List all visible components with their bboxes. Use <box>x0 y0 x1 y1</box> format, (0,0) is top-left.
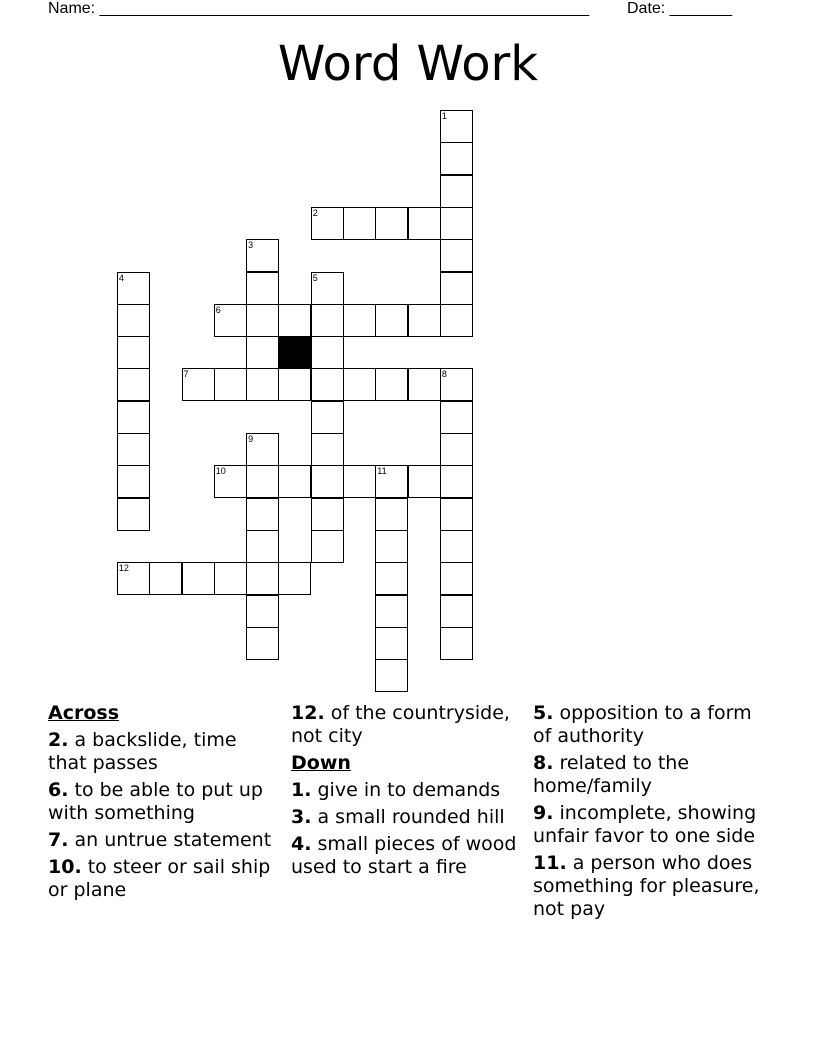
clue-number: 2 <box>312 207 318 218</box>
grid-cell[interactable] <box>214 304 247 337</box>
grid-cell[interactable] <box>440 562 473 595</box>
grid-cell[interactable] <box>375 562 408 595</box>
clue-item <box>48 856 278 902</box>
clue-item <box>291 702 521 748</box>
grid-cell[interactable] <box>117 562 150 595</box>
grid-cell[interactable] <box>440 433 473 466</box>
grid-cell[interactable] <box>182 562 215 595</box>
grid-cell[interactable] <box>246 368 279 401</box>
clue-item-number: 10. <box>48 856 82 878</box>
clue-item-text: a person who does something for pleasure, not pay <box>533 852 760 920</box>
grid-cell[interactable] <box>246 433 279 466</box>
clue-number: 3 <box>248 240 254 251</box>
clue-number: 1 <box>441 111 447 121</box>
clue-item-number: 5. <box>533 702 554 724</box>
across-heading: Across <box>48 702 120 724</box>
grid-cell[interactable] <box>246 627 279 660</box>
grid-cell[interactable] <box>182 368 215 401</box>
grid-cell[interactable] <box>408 368 441 401</box>
clue-number: 12 <box>118 563 129 574</box>
clue-item-number: 9. <box>533 802 554 824</box>
grid-cell[interactable] <box>343 368 376 401</box>
clue-item-text: give in to demands <box>317 779 501 801</box>
grid-cell[interactable] <box>440 110 473 143</box>
clue-item <box>291 833 521 879</box>
clue-item <box>291 779 521 802</box>
clue-item <box>533 852 763 921</box>
grid-cell[interactable] <box>311 530 344 563</box>
clue-item-number: 7. <box>48 829 69 851</box>
clue-item-text: opposition to a form of authority <box>533 702 752 747</box>
clue-item <box>48 779 278 825</box>
grid-cell[interactable] <box>343 304 376 337</box>
clue-number: 7 <box>183 369 189 380</box>
grid-cell[interactable] <box>440 272 473 305</box>
clue-item <box>48 729 278 775</box>
grid-cell[interactable] <box>375 465 408 498</box>
grid-cell[interactable] <box>375 659 408 692</box>
clue-item-number: 4. <box>291 833 312 855</box>
clue-number: 8 <box>441 369 447 380</box>
clue-column-3 <box>533 702 763 925</box>
clue-item <box>291 806 521 829</box>
name-field[interactable]: Name: _______________________________________________________ <box>48 0 589 17</box>
black-cell <box>278 336 311 369</box>
grid-cell[interactable] <box>440 239 473 272</box>
grid-cell[interactable] <box>311 433 344 466</box>
grid-cell[interactable] <box>311 304 344 337</box>
grid-cell[interactable] <box>375 530 408 563</box>
grid-cell[interactable] <box>117 401 150 434</box>
grid-cell[interactable] <box>440 175 473 208</box>
grid-cell[interactable] <box>278 562 311 595</box>
clue-number: 10 <box>215 466 226 477</box>
grid-cell[interactable] <box>149 562 182 595</box>
grid-cell[interactable] <box>246 239 279 272</box>
clue-item-text: a small rounded hill <box>317 806 505 828</box>
grid-cell[interactable] <box>246 465 279 498</box>
clue-item-text: of the countryside, not city <box>291 702 510 747</box>
grid-cell[interactable] <box>246 304 279 337</box>
grid-cell[interactable] <box>117 336 150 369</box>
clue-item-number: 1. <box>291 779 312 801</box>
grid-cell[interactable] <box>278 304 311 337</box>
grid-cell[interactable] <box>440 401 473 434</box>
grid-cell[interactable] <box>343 465 376 498</box>
grid-cell[interactable] <box>214 368 247 401</box>
grid-cell[interactable] <box>246 272 279 305</box>
grid-cell[interactable] <box>117 304 150 337</box>
grid-cell[interactable] <box>246 562 279 595</box>
grid-cell[interactable] <box>246 336 279 369</box>
grid-cell[interactable] <box>246 530 279 563</box>
grid-cell[interactable] <box>117 498 150 531</box>
clue-item-text: small pieces of wood used to start a fire <box>291 833 517 878</box>
clue-item-text: a backslide, time that passes <box>48 729 237 774</box>
grid-cell[interactable] <box>375 627 408 660</box>
grid-cell[interactable] <box>246 595 279 628</box>
clue-item <box>533 802 763 848</box>
grid-cell[interactable] <box>311 401 344 434</box>
grid-cell[interactable] <box>375 498 408 531</box>
clue-number: 11 <box>377 466 387 477</box>
grid-cell[interactable] <box>117 368 150 401</box>
clue-number: 9 <box>248 434 254 444</box>
grid-cell[interactable] <box>278 368 311 401</box>
clue-item-text: an untrue statement <box>74 829 272 851</box>
grid-cell[interactable] <box>117 272 150 305</box>
grid-cell[interactable] <box>246 498 279 531</box>
grid-cell[interactable] <box>117 433 150 466</box>
grid-cell[interactable] <box>375 368 408 401</box>
grid-cell[interactable] <box>311 498 344 531</box>
grid-cell[interactable] <box>440 627 473 660</box>
grid-cell[interactable] <box>117 465 150 498</box>
grid-cell[interactable] <box>440 595 473 628</box>
clue-item-text: to be able to put up with something <box>48 779 263 824</box>
grid-cell[interactable] <box>214 562 247 595</box>
grid-cell[interactable] <box>311 368 344 401</box>
grid-cell[interactable] <box>440 142 473 175</box>
date-field[interactable]: Date: _______ <box>627 0 732 17</box>
grid-cell[interactable] <box>375 304 408 337</box>
grid-cell[interactable] <box>375 207 408 240</box>
grid-cell[interactable] <box>343 207 376 240</box>
clue-item <box>533 752 763 798</box>
clue-item <box>48 829 278 852</box>
grid-cell[interactable] <box>214 465 247 498</box>
clue-number: 6 <box>215 304 221 315</box>
clue-number: 5 <box>312 272 318 283</box>
grid-cell[interactable] <box>278 465 311 498</box>
grid-cell[interactable] <box>311 336 344 369</box>
clue-item-number: 12. <box>291 702 325 724</box>
clue-item-number: 8. <box>533 752 554 774</box>
clue-column-1 <box>48 702 278 906</box>
clue-column-2 <box>291 702 521 883</box>
clue-item-number: 6. <box>48 779 69 801</box>
down-heading: Down <box>291 752 351 774</box>
grid-cell[interactable] <box>375 595 408 628</box>
clue-item-text: to steer or sail ship or plane <box>48 856 271 901</box>
grid-cell[interactable] <box>408 465 441 498</box>
clue-item-text: incomplete, showing unfair favor to one side <box>533 802 757 847</box>
grid-cell[interactable] <box>408 207 441 240</box>
grid-cell[interactable] <box>311 207 344 240</box>
clue-item-text: related to the home/family <box>533 752 690 797</box>
clue-item <box>533 702 763 748</box>
grid-cell[interactable] <box>408 304 441 337</box>
clue-item-number: 2. <box>48 729 69 751</box>
grid-cell[interactable] <box>440 498 473 531</box>
grid-cell[interactable] <box>440 530 473 563</box>
grid-cell[interactable] <box>311 465 344 498</box>
clue-number: 4 <box>118 272 124 283</box>
grid-cell[interactable] <box>311 272 344 305</box>
grid-cell[interactable] <box>440 368 473 401</box>
grid-cell[interactable] <box>440 465 473 498</box>
clue-item-number: 11. <box>533 852 567 874</box>
page-title: Word Work <box>277 36 539 92</box>
clue-item-number: 3. <box>291 806 312 828</box>
grid-cell[interactable] <box>440 304 473 337</box>
grid-cell[interactable] <box>440 207 473 240</box>
